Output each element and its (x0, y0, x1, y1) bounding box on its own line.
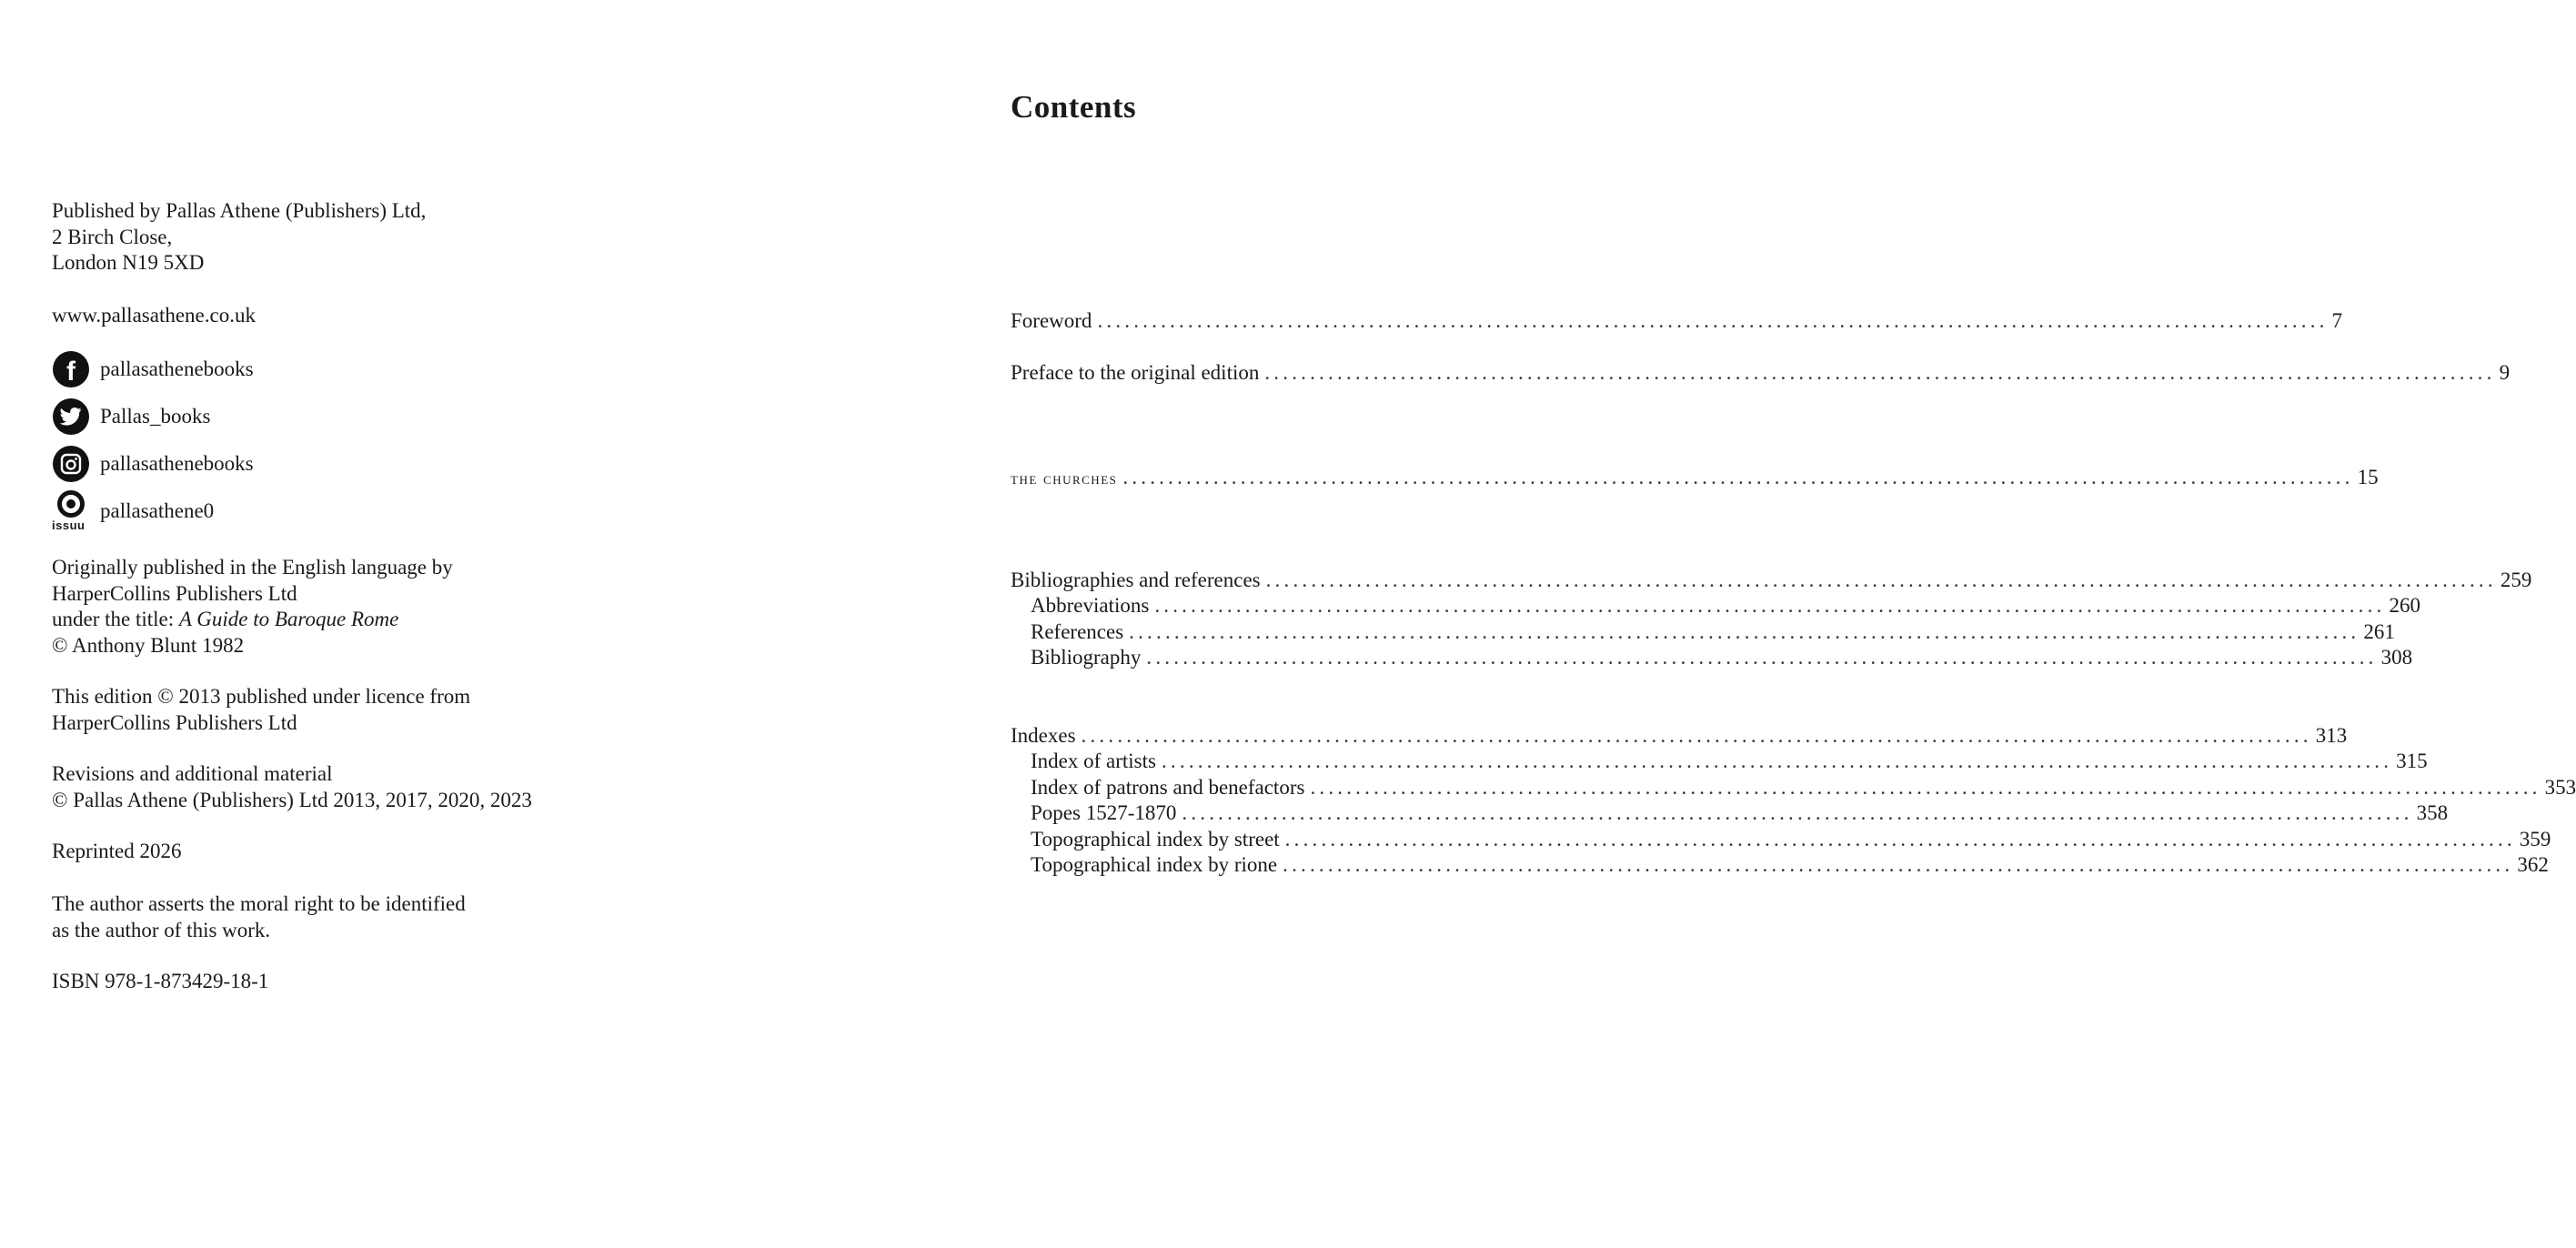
toc-entry-title: References (1031, 620, 1124, 643)
toc-entry-title: Abbreviations (1031, 594, 1150, 617)
edition-line: This edition © 2013 published under licence from (52, 685, 471, 708)
original-publication (52, 555, 453, 659)
instagram-icon (52, 445, 90, 483)
original-title-line (52, 607, 453, 633)
edition-notice (52, 684, 470, 736)
original-title: A Guide to Baroque Rome (178, 608, 399, 630)
toc-leader-dots: ........................................................................................................................................ (1284, 828, 2516, 850)
toc-entry-page: 261 (2363, 620, 2395, 643)
toc-entry-title: Preface to the original edition (1011, 361, 1260, 384)
contents-page (1011, 0, 2576, 1248)
toc-leader-dots: ........................................................................................................................................ (1161, 750, 2393, 772)
original-publication-line: Originally published in the English language by (52, 556, 453, 579)
toc-entry-indexes[interactable] (1011, 723, 2348, 749)
toc-leader-dots: ........................................................................................................................................ (1182, 801, 2413, 824)
facebook-icon: f (52, 350, 90, 388)
toc-entry-title: the churches (1011, 469, 1118, 488)
social-handle: pallasathenebooks (100, 357, 254, 380)
toc-entry-index-patrons[interactable] (1031, 775, 2576, 800)
toc-entry-page: 315 (2396, 750, 2428, 772)
publisher-line: London N19 5XD (52, 251, 205, 274)
isbn: ISBN 978-1-873429-18-1 (52, 970, 269, 992)
toc-leader-dots: ........................................................................................................................................ (1129, 620, 2360, 643)
revisions-line: Revisions and additional material (52, 762, 333, 785)
toc-entry-page: 15 (2357, 466, 2379, 488)
toc-entry-title: Popes 1527-1870 (1031, 801, 1177, 824)
issuu-icon: issuu (52, 492, 90, 530)
twitter-icon (52, 398, 90, 436)
toc-entry-page: 359 (2519, 828, 2551, 850)
toc-entry-title: Bibliographies and references (1011, 569, 1261, 591)
toc-entry-references[interactable] (1031, 619, 2395, 645)
original-title-prefix: under the title: (52, 608, 179, 630)
original-publication-line: HarperCollins Publishers Ltd (52, 581, 297, 605)
toc-leader-dots: ........................................................................................................................................ (1122, 466, 2354, 488)
instagram-camera-icon (60, 453, 82, 475)
website-link[interactable]: www.pallasathene.co.uk (52, 304, 256, 327)
toc-entry-page: 9 (2499, 361, 2511, 384)
revisions-notice (52, 761, 532, 813)
imprint-page (52, 0, 870, 1248)
original-copyright: © Anthony Blunt 1982 (52, 633, 245, 657)
toc-entry-abbreviations[interactable] (1031, 593, 2421, 619)
moral-rights-line: as the author of this work. (52, 918, 271, 941)
moral-rights-line: The author asserts the moral right to be identified (52, 892, 466, 915)
social-instagram[interactable] (52, 445, 254, 483)
toc-entry-title: Topographical index by street (1031, 828, 1280, 850)
toc-entry-title: Index of artists (1031, 750, 1156, 772)
publisher-line: Published by Pallas Athene (Publishers) Ltd, (52, 199, 427, 222)
toc-leader-dots: ........................................................................................................................................ (1154, 594, 2386, 617)
toc-leader-dots: ........................................................................................................................................ (1146, 646, 2378, 669)
toc-entry-page: 353 (2544, 776, 2576, 799)
toc-entry-foreword[interactable] (1011, 308, 2343, 334)
revisions-line: © Pallas Athene (Publishers) Ltd 2013, 2017, 2020, 2023 (52, 788, 532, 811)
toc-entry-title: Topographical index by rione (1031, 853, 1278, 876)
toc-leader-dots: ........................................................................................................................................ (1097, 309, 2329, 332)
toc-entry-bibliographies[interactable] (1011, 568, 2532, 593)
toc-leader-dots: ........................................................................................................................................ (1081, 724, 2312, 747)
toc-entry-title: Indexes (1011, 724, 1076, 747)
twitter-bird-icon (60, 408, 82, 426)
toc-entry-page: 362 (2517, 853, 2549, 876)
toc-entry-page: 7 (2331, 309, 2343, 332)
moral-rights-notice (52, 891, 466, 943)
page-title: Contents (1011, 89, 1137, 125)
social-issuu[interactable] (52, 492, 214, 530)
toc-entry-title: Foreword (1011, 309, 1092, 332)
social-handle: Pallas_books (100, 405, 211, 428)
toc-entry-page: 313 (2315, 724, 2348, 747)
social-facebook[interactable] (52, 350, 254, 388)
toc-entry-churches[interactable] (1011, 465, 2379, 492)
publisher-line: 2 Birch Close, (52, 225, 173, 248)
toc-entry-title: Index of patrons and benefactors (1031, 776, 1305, 799)
toc-leader-dots: ........................................................................................................................................ (1310, 776, 2541, 799)
toc-entry-bibliography[interactable] (1031, 645, 2413, 670)
toc-entry-page: 308 (2380, 646, 2413, 669)
toc-leader-dots: ........................................................................................................................................ (1283, 853, 2514, 876)
reprint-notice: Reprinted 2026 (52, 840, 182, 862)
toc-entry-preface[interactable] (1011, 360, 2511, 386)
toc-entry-topographical-street[interactable] (1031, 827, 2551, 852)
social-handle: pallasathenebooks (100, 452, 254, 475)
social-handle: pallasathene0 (100, 499, 215, 522)
toc-entry-page: 259 (2500, 569, 2532, 591)
toc-leader-dots: ........................................................................................................................................ (1264, 361, 2496, 384)
toc-entry-topographical-rione[interactable] (1031, 852, 2549, 878)
toc-leader-dots: ........................................................................................................................................ (1265, 569, 2497, 591)
social-twitter[interactable] (52, 398, 210, 436)
publisher-address (52, 198, 426, 277)
edition-line: HarperCollins Publishers Ltd (52, 710, 297, 734)
toc-entry-title: Bibliography (1031, 646, 1142, 669)
toc-entry-index-artists[interactable] (1031, 749, 2428, 774)
toc-entry-page: 358 (2416, 801, 2449, 824)
toc-entry-page: 260 (2389, 594, 2421, 617)
toc-entry-popes[interactable] (1031, 800, 2449, 826)
